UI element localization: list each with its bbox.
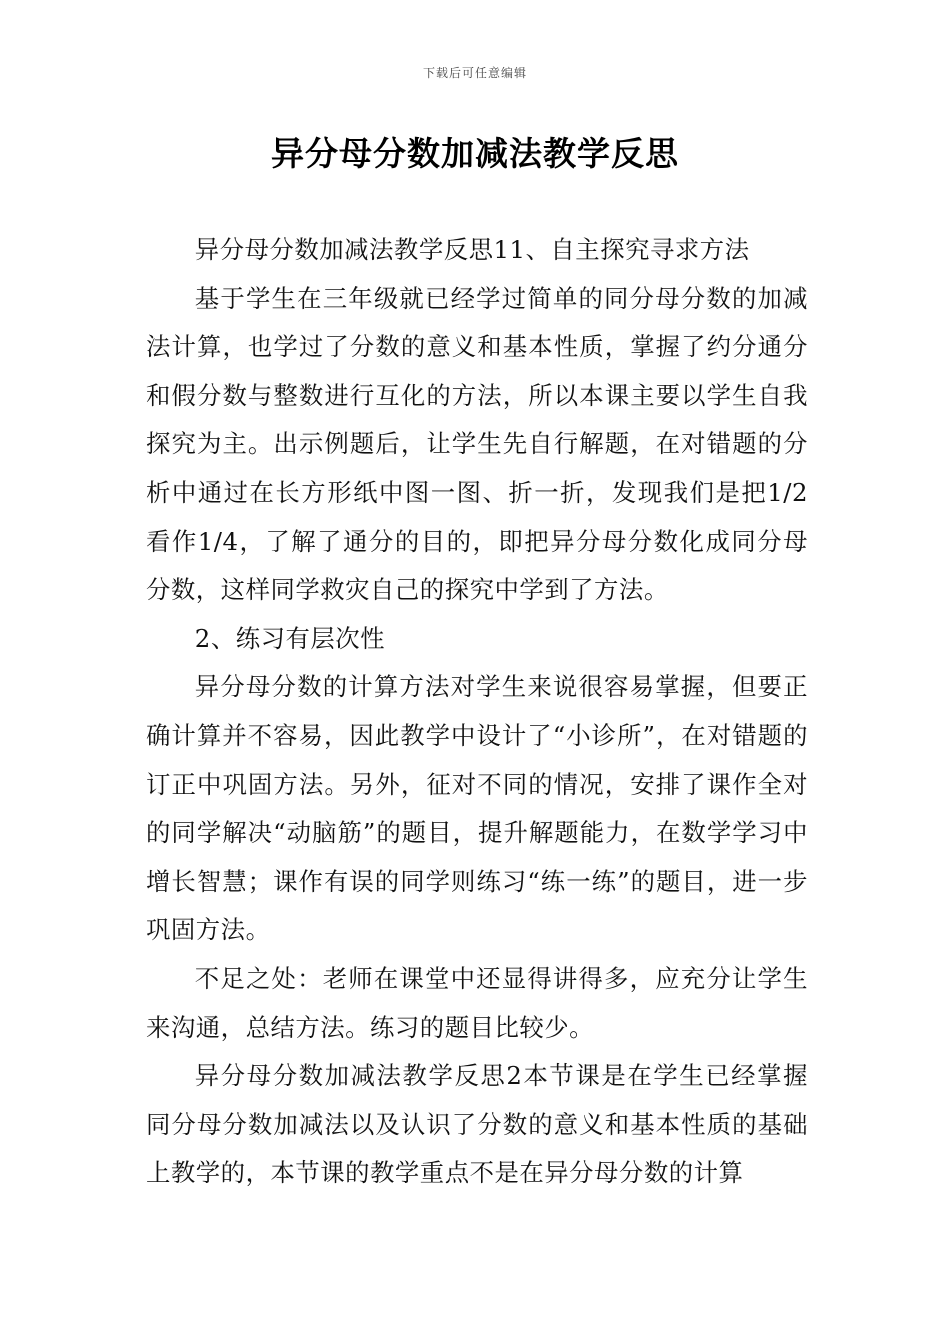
paragraph-4: 异分母分数的计算方法对学生来说很容易掌握，但要正确计算并不容易，因此教学中设计了“小诊所”，在对错题的订正中巩固方法。另外，征对不同的情况，安排了课作全对的同学解决“动脑筋”的题目，提升解题能力，在数学学习中增长智慧；课作有误的同学则练习“练一练”的题目，进一步巩固方法。	[146, 672, 808, 945]
paragraph-6: 异分母分数加减法教学反思2本节课是在学生已经掌握同分母分数加减法以及认识了分数的意义和基本性质的基础上教学的，本节课的教学重点不是在异分母分数的计算	[146, 1061, 808, 1188]
document-title: 异分母分数加减法教学反思	[271, 134, 679, 173]
paragraph-1: 异分母分数加减法教学反思11、自主探究寻求方法	[194, 235, 750, 264]
paragraph-5: 不足之处：老师在课堂中还显得讲得多，应充分让学生来沟通，总结方法。练习的题目比较少。	[146, 963, 808, 1042]
paragraph-3: 2、练习有层次性	[194, 623, 386, 653]
paragraph-2: 基于学生在三年级就已经学过简单的同分母分数的加减法计算，也学过了分数的意义和基本性质，掌握了约分通分和假分数与整数进行互化的方法，所以本课主要以学生自我探究为主。出示例题后，让学生先自行解题，在对错题的分析中通过在长方形纸中图一图、折一折，发现我们是把1/2看作1/4，了解了通分的目的，即把异分母分数化成同分母分数，这样同学救灾自己的探究中学到了方法。	[146, 283, 808, 605]
header-note: 下载后可任意编辑	[422, 66, 527, 80]
document-body	[146, 226, 808, 1198]
